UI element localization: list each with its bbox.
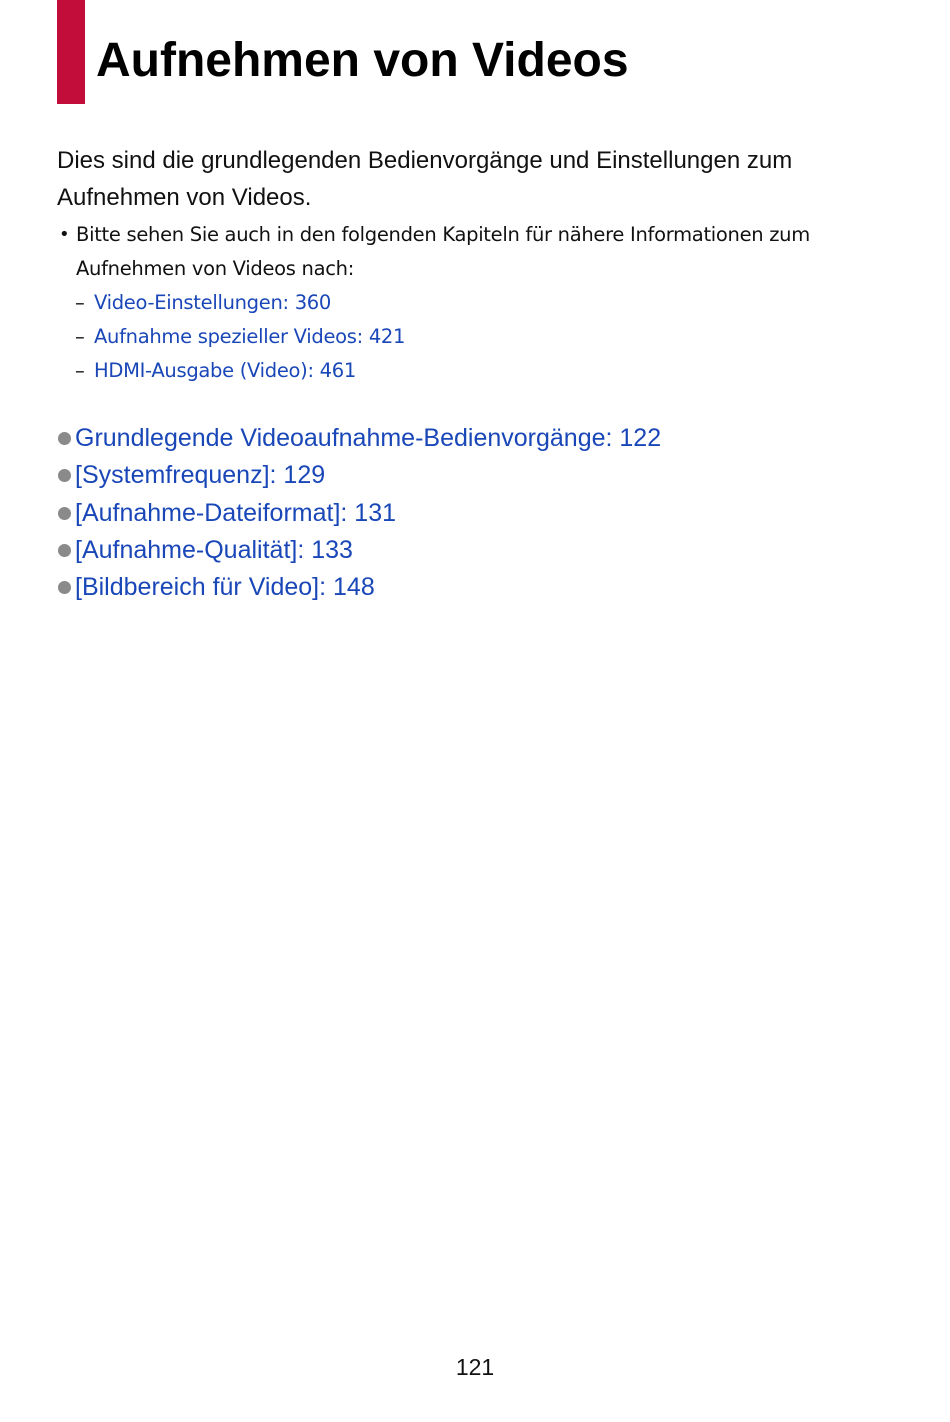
list-item xyxy=(57,495,661,532)
bullet-dot-icon xyxy=(58,544,71,557)
list-item xyxy=(57,569,661,606)
link-bildbereich-fuer-video[interactable]: [Bildbereich für Video]: 148 xyxy=(75,573,375,602)
page-number: 121 xyxy=(455,1354,495,1380)
bullet-dot-icon xyxy=(58,507,71,520)
bullet-dot-icon xyxy=(58,581,71,594)
reference-item xyxy=(57,354,897,388)
title-accent-bar xyxy=(57,0,85,104)
list-item xyxy=(57,420,661,457)
list-item xyxy=(57,532,661,569)
dash-icon: – xyxy=(75,325,85,348)
list-item xyxy=(57,457,661,494)
dash-icon: – xyxy=(75,359,85,382)
bullet-dot-icon xyxy=(58,469,71,482)
bullet-icon: • xyxy=(59,224,70,245)
bullet-dot-icon xyxy=(58,432,71,445)
page-title: Aufnehmen von Videos xyxy=(96,34,629,87)
link-video-einstellungen[interactable]: Video-Einstellungen: 360 xyxy=(94,291,332,314)
link-hdmi-ausgabe[interactable]: HDMI-Ausgabe (Video): 461 xyxy=(94,359,356,382)
link-grundlegende-videoaufnahme[interactable]: Grundlegende Videoaufnahme-Bedienvorgänge: 122 xyxy=(75,424,662,452)
link-aufnahme-qualitaet[interactable]: [Aufnahme-Qualität]: 133 xyxy=(75,535,353,564)
link-systemfrequenz[interactable]: [Systemfrequenz]: 129 xyxy=(75,461,326,490)
reference-item xyxy=(57,320,897,354)
contents-list xyxy=(57,420,661,606)
link-aufnahme-dateiformat[interactable]: [Aufnahme-Dateiformat]: 131 xyxy=(75,498,396,527)
reference-note xyxy=(57,218,897,388)
dash-icon: – xyxy=(75,291,85,314)
link-aufnahme-spezieller-videos[interactable]: Aufnahme spezieller Videos: 421 xyxy=(94,325,406,348)
intro-paragraph: Dies sind die grundlegenden Bedienvorgänge und Einstellungen zum Aufnehmen von Videos. xyxy=(57,147,793,211)
note-text: Bitte sehen Sie auch in den folgenden Kapiteln für nähere Informationen zum Aufnehmen von Videos nach: xyxy=(76,223,810,280)
reference-item xyxy=(57,286,897,320)
note-item xyxy=(57,218,897,286)
